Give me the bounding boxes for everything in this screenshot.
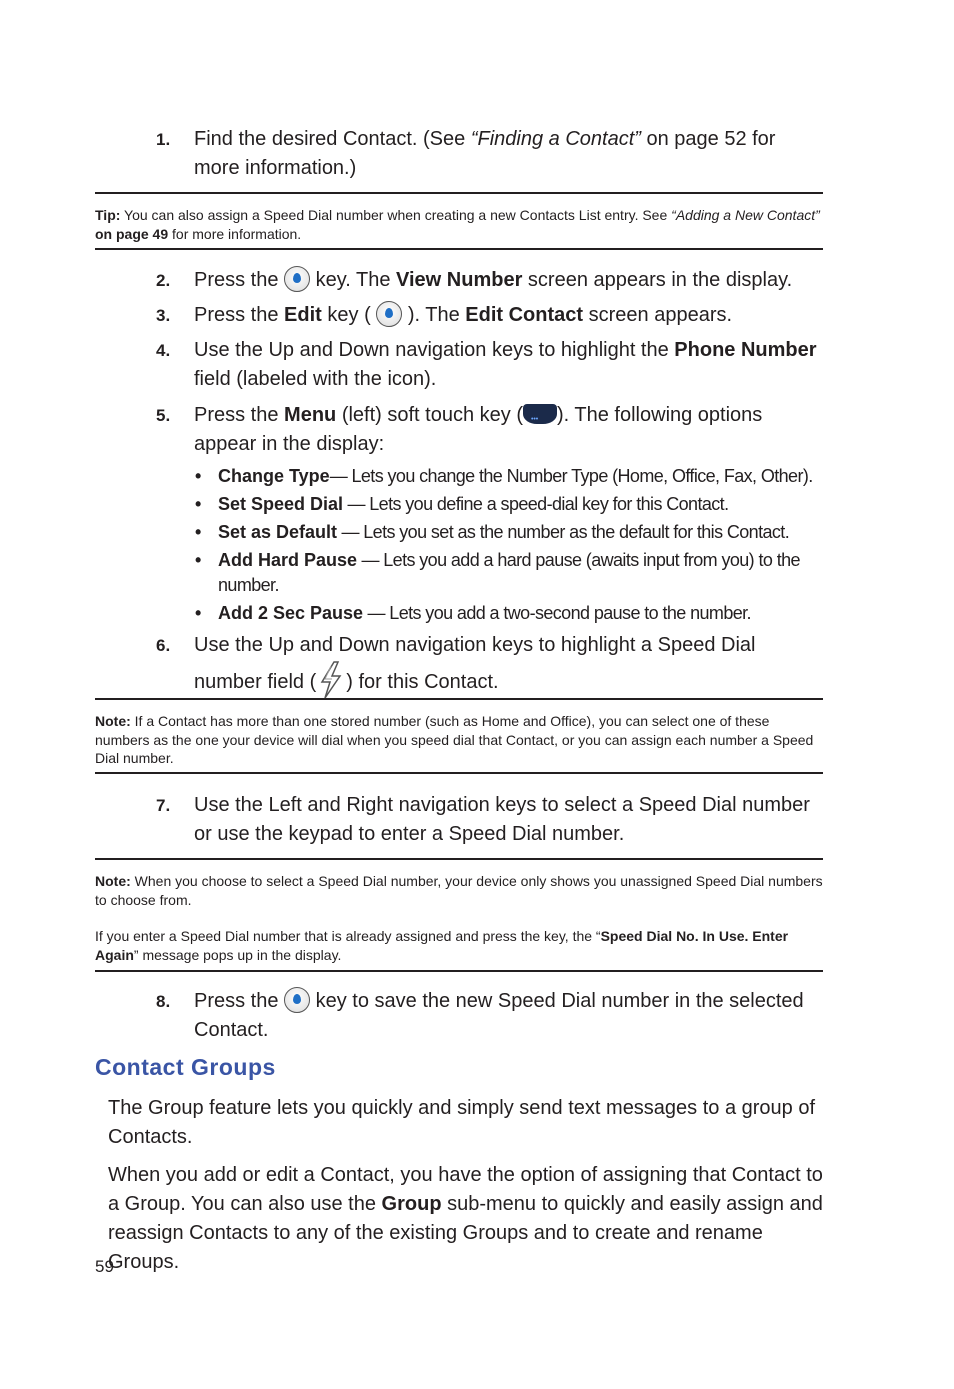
step-number: 2. xyxy=(156,271,171,290)
option-set-as-default: • Set as Default — Lets you set as the number as the default for this Contact. xyxy=(195,522,790,542)
step-text: Find the desired Contact. (See “Finding a Contact” on page 52 for more information.) xyxy=(194,128,776,179)
note-text: Note: When you choose to select a Speed Dial number, your device only shows you unassigned Speed Dial numbers to choose from. xyxy=(95,873,823,908)
section-paragraph-2: When you add or edit a Contact, you have the option of assigning that Contact to a Group. You can also use the Group sub-menu to quickly and easily assign and reassign Contacts to any of the existing Groups and to create and rename Groups. xyxy=(108,1164,823,1273)
step-text: Use the Up and Down navigation keys to highlight the Phone Number field (labeled with the icon). xyxy=(194,339,817,390)
step-4 xyxy=(156,336,824,394)
ok-key-icon xyxy=(284,266,310,292)
step-number: 3. xyxy=(156,306,171,325)
note-text: Note: If a Contact has more than one stored number (such as Home and Office), you can select one of these numbers as the one your device will dial when you speed dial that Contact, or you can assign each number a Speed Dial number. xyxy=(95,713,814,766)
tip-box xyxy=(95,192,823,250)
option-change-type: • Change Type— Lets you change the Number Type (Home, Office, Fax, Other). xyxy=(195,466,813,486)
tip-text: Tip: You can also assign a Speed Dial number when creating a new Contacts List entry. See “Adding a New Contact” on page 49 for more information. xyxy=(95,207,820,242)
note-box-1 xyxy=(95,698,823,774)
step-text: Press the Edit key ( ). The Edit Contact screen appears. xyxy=(194,301,824,330)
step-text: Press the key to save the new Speed Dial number in the selected Contact. xyxy=(194,987,824,1045)
step-text: Use the Left and Right navigation keys to select a Speed Dial number or use the keypad to enter a Speed Dial number. xyxy=(194,794,810,845)
step-5 xyxy=(156,401,824,459)
tip-label: Tip: xyxy=(95,207,121,223)
step-number: 4. xyxy=(156,341,171,360)
step-number: 5. xyxy=(156,406,171,425)
option-add-hard-pause: • Add Hard Pause — Lets you add a hard pause (awaits input from you) to the number. xyxy=(195,550,800,595)
section-heading: Contact Groups xyxy=(95,1054,276,1080)
step-3 xyxy=(156,301,824,330)
note-text-2: If you enter a Speed Dial number that is already assigned and press the key, the “Speed Dial No. In Use. Enter Again” message pops up in the display. xyxy=(95,928,789,963)
step-number: 7. xyxy=(156,796,171,815)
step-2 xyxy=(156,266,824,295)
note-box-2 xyxy=(95,858,823,972)
ok-key-icon xyxy=(284,987,310,1013)
ok-key-icon xyxy=(376,301,402,327)
step-8 xyxy=(156,987,824,1045)
option-add-2-sec-pause: • Add 2 Sec Pause — Lets you add a two-second pause to the number. xyxy=(195,603,751,623)
page-number: 59 xyxy=(95,1257,114,1276)
note-label: Note: xyxy=(95,713,131,729)
step-text: Press the key. The View Number screen appears in the display. xyxy=(194,266,824,295)
step-6 xyxy=(156,631,824,700)
step-text: Press the Menu (left) soft touch key (• • • ). The following options appear in the display: xyxy=(194,401,824,459)
note-label: Note: xyxy=(95,873,131,889)
step-text: Use the Up and Down navigation keys to highlight a Speed Dial number field ( ) for this Contact. xyxy=(194,631,824,700)
step-number: 1. xyxy=(156,130,171,149)
step-7 xyxy=(156,791,824,849)
menu-soft-key-icon xyxy=(523,404,557,424)
option-set-speed-dial: • Set Speed Dial — Lets you define a speed-dial key for this Contact. xyxy=(195,494,729,514)
step-1 xyxy=(156,125,824,183)
step-number: 8. xyxy=(156,992,171,1011)
option-list xyxy=(194,464,834,629)
section-paragraph-1: The Group feature lets you quickly and simply send text messages to a group of Contacts. xyxy=(108,1097,816,1148)
speed-dial-icon xyxy=(316,660,346,700)
step-number: 6. xyxy=(156,636,171,655)
